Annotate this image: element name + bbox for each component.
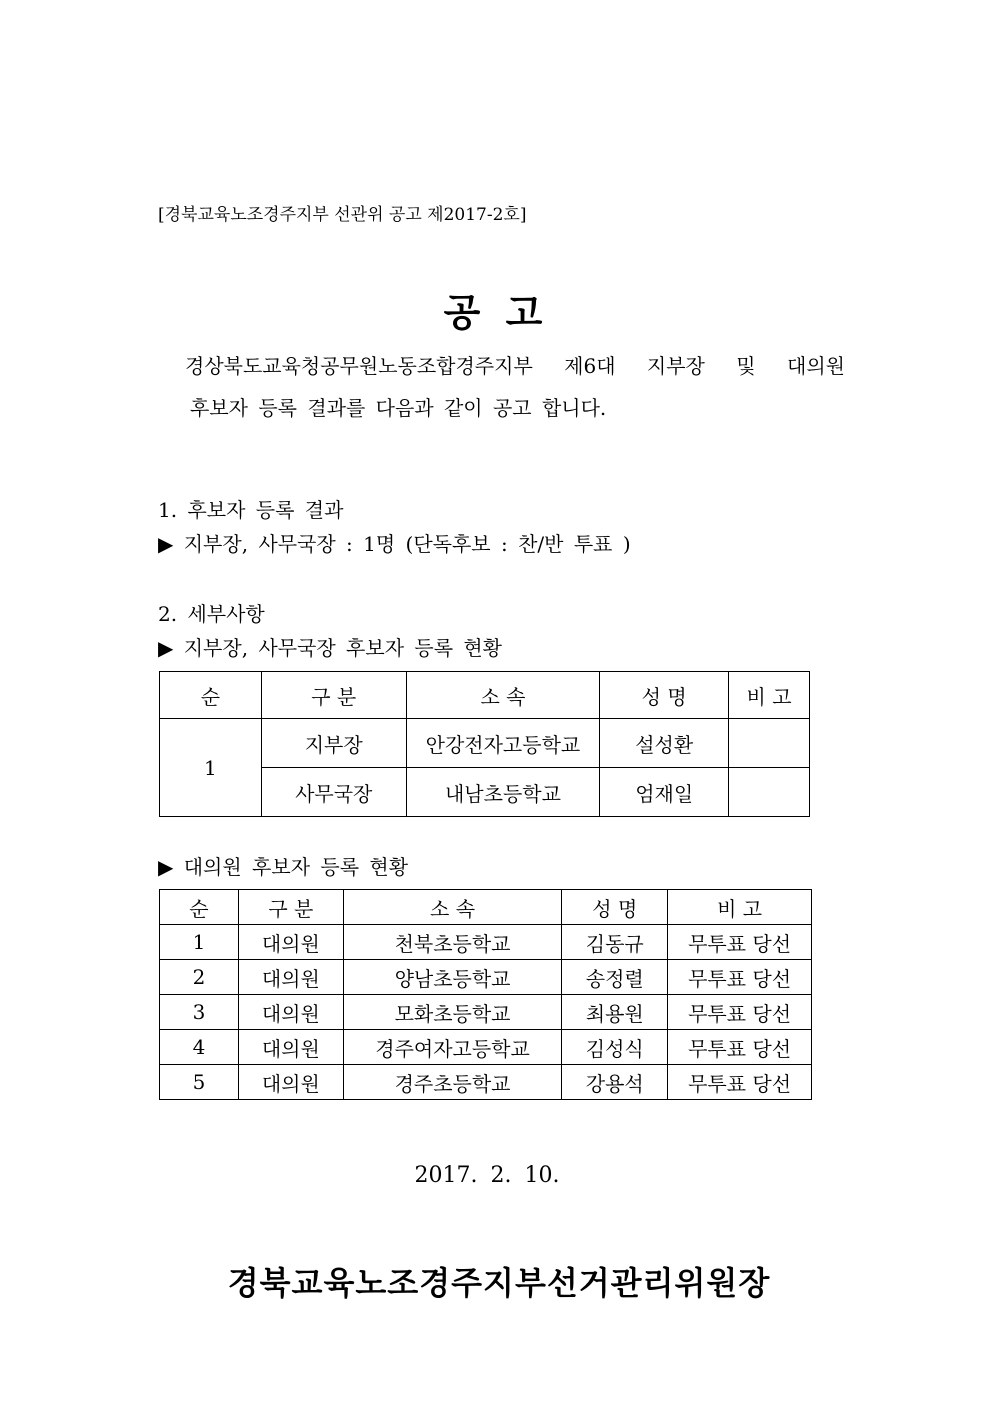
affiliation-cell: 안강전자고등학교 bbox=[406, 719, 600, 768]
header-cell: 성 명 bbox=[562, 890, 668, 925]
header-cell: 소 속 bbox=[343, 890, 562, 925]
note-cell: 무투표 당선 bbox=[668, 960, 812, 995]
note-cell: 무투표 당선 bbox=[668, 1065, 812, 1100]
note-cell: 무투표 당선 bbox=[668, 1030, 812, 1065]
name-cell: 강용석 bbox=[562, 1065, 668, 1100]
affiliation-cell: 내남초등학교 bbox=[406, 768, 600, 817]
table-row bbox=[160, 1065, 812, 1100]
intro-word: 대의원 bbox=[787, 354, 845, 378]
category-cell: 사무국장 bbox=[261, 768, 406, 817]
affiliation-cell: 경주초등학교 bbox=[343, 1065, 562, 1100]
intro-word: 경상북도교육청공무원노동조합경주지부 bbox=[185, 354, 533, 378]
affiliation-cell: 경주여자고등학교 bbox=[343, 1030, 562, 1065]
category-cell: 대의원 bbox=[238, 1030, 343, 1065]
notice-date: 2017. 2. 10. bbox=[414, 1163, 560, 1188]
header-cell: 비 고 bbox=[729, 672, 810, 719]
affiliation-cell: 양남초등학교 bbox=[343, 960, 562, 995]
name-cell: 김동규 bbox=[562, 925, 668, 960]
intro-word: 및 bbox=[736, 354, 756, 378]
table-row bbox=[160, 719, 810, 768]
table-row bbox=[160, 995, 812, 1030]
header-cell: 순 bbox=[160, 672, 262, 719]
number-cell: 2 bbox=[160, 960, 239, 995]
intro-word: 지부장 bbox=[646, 354, 705, 378]
intro-line-1 bbox=[185, 350, 845, 379]
officers-table bbox=[159, 671, 810, 817]
header-cell: 소 속 bbox=[406, 672, 600, 719]
name-cell: 설성환 bbox=[600, 719, 729, 768]
notice-reference: [경북교육노조경주지부 선관위 공고 제2017-2호] bbox=[158, 205, 527, 225]
delegates-table bbox=[159, 889, 812, 1100]
number-cell: 1 bbox=[160, 925, 239, 960]
table-header-row bbox=[160, 890, 812, 925]
table-header-row bbox=[160, 672, 810, 719]
header-cell: 성 명 bbox=[600, 672, 729, 719]
number-cell: 3 bbox=[160, 995, 239, 1030]
number-cell: 4 bbox=[160, 1030, 239, 1065]
table-row bbox=[160, 1030, 812, 1065]
section-1-bullet: ▶ 지부장, 사무국장 : 1명 (단독후보 : 찬/반 투표 ) bbox=[158, 532, 631, 556]
category-cell: 지부장 bbox=[261, 719, 406, 768]
table-row bbox=[160, 925, 812, 960]
document-title: 공 고 bbox=[443, 290, 549, 335]
category-cell: 대의원 bbox=[238, 1065, 343, 1100]
section-1-heading: 1. 후보자 등록 결과 bbox=[158, 498, 344, 522]
name-cell: 최용원 bbox=[562, 995, 668, 1030]
note-cell bbox=[729, 768, 810, 817]
number-cell: 1 bbox=[160, 719, 262, 817]
category-cell: 대의원 bbox=[238, 995, 343, 1030]
number-cell: 5 bbox=[160, 1065, 239, 1100]
intro-line-2: 후보자 등록 결과를 다음과 같이 공고 합니다. bbox=[190, 396, 607, 420]
name-cell: 송정렬 bbox=[562, 960, 668, 995]
header-cell: 순 bbox=[160, 890, 239, 925]
category-cell: 대의원 bbox=[238, 960, 343, 995]
intro-word: 제6대 bbox=[564, 354, 616, 378]
delegates-bullet: ▶ 대의원 후보자 등록 현황 bbox=[158, 855, 409, 879]
officers-bullet: ▶ 지부장, 사무국장 후보자 등록 현황 bbox=[158, 636, 503, 660]
table-row bbox=[160, 960, 812, 995]
note-cell: 무투표 당선 bbox=[668, 925, 812, 960]
affiliation-cell: 모화초등학교 bbox=[343, 995, 562, 1030]
section-2-heading: 2. 세부사항 bbox=[158, 602, 265, 626]
signature: 경북교육노조경주지부선거관리위원장 bbox=[227, 1264, 771, 1302]
note-cell: 무투표 당선 bbox=[668, 995, 812, 1030]
name-cell: 엄재일 bbox=[600, 768, 729, 817]
affiliation-cell: 천북초등학교 bbox=[343, 925, 562, 960]
header-cell: 구 분 bbox=[261, 672, 406, 719]
category-cell: 대의원 bbox=[238, 925, 343, 960]
header-cell: 비 고 bbox=[668, 890, 812, 925]
name-cell: 김성식 bbox=[562, 1030, 668, 1065]
header-cell: 구 분 bbox=[238, 890, 343, 925]
note-cell bbox=[729, 719, 810, 768]
